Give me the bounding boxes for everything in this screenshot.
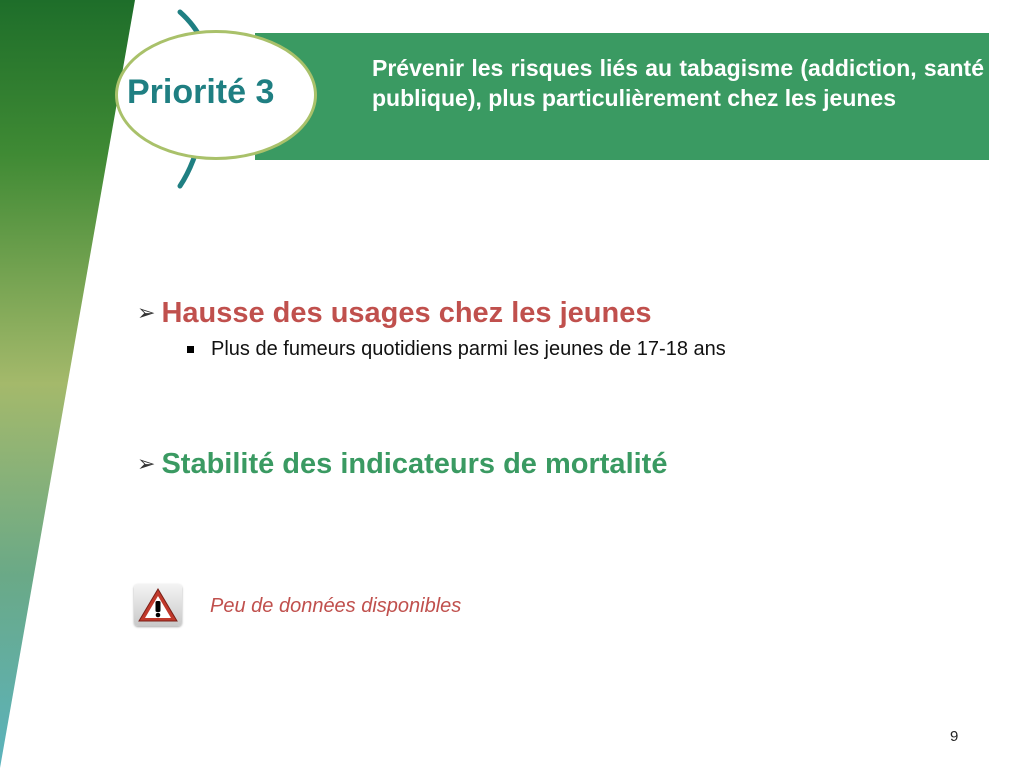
warning-icon: [134, 584, 182, 626]
sub-point-text: Plus de fumeurs quotidiens parmi les jeunes de 17-18 ans: [211, 338, 726, 360]
point-mortality-stability: [137, 448, 667, 480]
arrow-bullet-icon: ➢: [137, 451, 156, 476]
square-bullet-icon: [187, 346, 194, 353]
sub-point: [187, 337, 726, 361]
point-usage-increase: [137, 297, 651, 329]
warning-text: Peu de données disponibles: [210, 595, 462, 617]
slide-title: Prévenir les risques liés au tabagisme (addiction, santé publique), plus particulièrement chez les jeunes: [372, 55, 984, 111]
arrow-bullet-icon: ➢: [137, 300, 156, 325]
point-heading: Stabilité des indicateurs de mortalité: [161, 448, 668, 480]
point-heading: Hausse des usages chez les jeunes: [161, 297, 652, 329]
priority-label: Priorité 3: [127, 73, 275, 111]
page-number: 9: [950, 728, 959, 745]
